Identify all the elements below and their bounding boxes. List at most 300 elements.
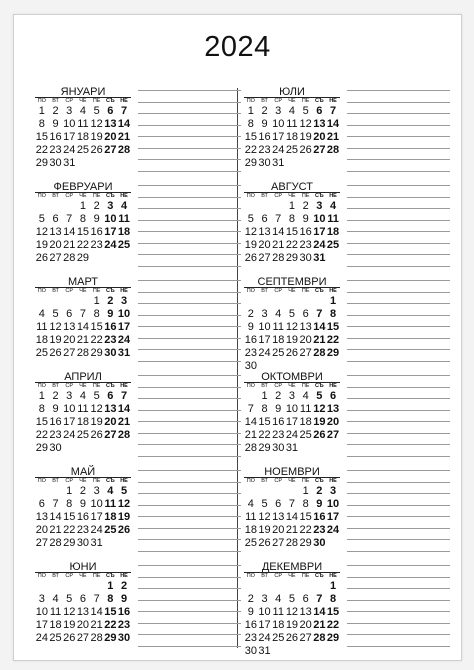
day-cell: 4 (107, 485, 114, 497)
day-cell: 22 (299, 524, 312, 536)
weekday-label: ВТ (261, 383, 268, 389)
note-line (347, 159, 450, 160)
day-cell: 15 (326, 606, 340, 618)
day-cell: 12 (90, 118, 103, 130)
day-cell: 12 (63, 606, 76, 618)
day-cell: 17 (258, 334, 271, 346)
day-cell: 28 (76, 347, 90, 359)
day-cell: 13 (313, 118, 326, 130)
day-cell: 29 (258, 442, 271, 454)
day-cell: 27 (326, 429, 340, 441)
day-cell: 14 (244, 416, 257, 428)
day-cell: 31 (285, 442, 299, 454)
note-line (347, 113, 450, 114)
day-cell: 14 (326, 118, 340, 130)
day-cell: 16 (299, 226, 312, 238)
weekday-label: СЪ (106, 193, 115, 199)
day-cell: 7 (120, 390, 128, 402)
day-cell: 23 (49, 429, 62, 441)
day-cell: 7 (247, 403, 254, 415)
day-cell: 1 (38, 105, 45, 117)
weekday-label: ПО (37, 193, 46, 199)
weekday-label: ВТ (261, 193, 268, 199)
day-cell: 10 (285, 403, 299, 415)
day-cell: 6 (66, 308, 73, 320)
day-cell: 28 (63, 252, 76, 264)
month-title: АПРИЛ (64, 371, 102, 383)
note-line (138, 577, 241, 578)
day-cell: 23 (49, 144, 62, 156)
day-cell: 29 (244, 157, 257, 169)
weekday-label: ПО (37, 383, 46, 389)
weekday-label: НЕ (329, 478, 337, 484)
day-cell: 19 (117, 511, 131, 523)
day-cell: 7 (52, 498, 59, 510)
day-cell: 9 (302, 213, 309, 225)
day-cell: 25 (49, 632, 62, 644)
note-line (347, 148, 450, 149)
day-cell: 12 (244, 226, 257, 238)
note-line (138, 470, 241, 471)
day-cell: 19 (285, 334, 299, 346)
day-cell: 24 (63, 144, 76, 156)
weekday-label: НЕ (120, 193, 128, 199)
day-cell: 20 (299, 334, 312, 346)
day-cell: 16 (244, 619, 257, 631)
weekday-label: СЪ (315, 288, 324, 294)
note-line (347, 398, 450, 399)
day-cell: 11 (118, 213, 130, 225)
weekday-label: СР (274, 573, 283, 579)
note-line (138, 280, 241, 281)
weekday-header (35, 287, 131, 295)
weekday-label: СР (65, 193, 74, 199)
day-cell: 16 (117, 606, 131, 618)
day-cell: 9 (52, 118, 59, 130)
day-cell: 21 (326, 131, 340, 143)
day-cell: 21 (313, 334, 326, 346)
day-cell: 9 (261, 118, 268, 130)
note-line (347, 646, 450, 647)
day-cell: 15 (285, 226, 299, 238)
day-cell: 23 (313, 524, 326, 536)
day-cell: 6 (302, 593, 309, 605)
weekday-label: ВТ (261, 478, 268, 484)
day-cell: 23 (258, 144, 271, 156)
day-cell: 14 (90, 606, 103, 618)
note-line (138, 375, 241, 376)
day-cell: 11 (299, 403, 312, 415)
day-cell: 4 (302, 390, 309, 402)
note-line (347, 623, 450, 624)
note-line (138, 197, 241, 198)
weekday-label: СЪ (106, 478, 115, 484)
day-cell: 30 (299, 252, 312, 264)
day-cell: 3 (329, 485, 337, 497)
day-cell: 2 (120, 580, 128, 592)
weekday-label: ВТ (52, 288, 59, 294)
day-cell: 3 (66, 105, 73, 117)
weekday-label: ПЕ (92, 478, 101, 484)
note-line (347, 539, 450, 540)
day-cell: 15 (63, 511, 76, 523)
day-cell: 5 (302, 105, 309, 117)
day-cell: 21 (117, 416, 131, 428)
day-cell: 11 (272, 321, 284, 333)
weekday-label: ПО (246, 288, 255, 294)
note-line (347, 456, 450, 457)
day-cell: 30 (49, 157, 62, 169)
note-line (138, 611, 241, 612)
month-title: ОКТОМВРИ (261, 371, 323, 383)
day-cell: 20 (63, 334, 76, 346)
note-line (347, 185, 450, 186)
note-line (347, 493, 450, 494)
weekday-label: ВТ (52, 573, 59, 579)
day-cell: 8 (261, 403, 268, 415)
day-cell: 31 (90, 537, 103, 549)
month-block (244, 563, 454, 658)
note-line (138, 254, 241, 255)
note-line (138, 528, 241, 529)
note-line (347, 516, 450, 517)
day-cell: 28 (326, 144, 340, 156)
day-cell: 1 (107, 580, 114, 592)
weekday-label: ПЕ (92, 383, 101, 389)
day-cell: 23 (90, 239, 103, 251)
month-title: ЮЛИ (279, 86, 305, 98)
weekday-header (244, 572, 340, 580)
day-cell: 19 (299, 131, 312, 143)
day-cell: 19 (313, 416, 326, 428)
note-line (138, 493, 241, 494)
weekday-label: СЪ (315, 98, 324, 104)
day-cell: 4 (288, 105, 295, 117)
day-cell: 24 (285, 429, 299, 441)
day-cell: 7 (275, 213, 282, 225)
day-cell: 18 (272, 334, 285, 346)
note-line (138, 433, 241, 434)
month-title: ДЕКЕМВРИ (261, 561, 323, 573)
day-cell: 30 (313, 537, 326, 549)
day-cell: 13 (104, 403, 117, 415)
weekday-label: НЕ (120, 573, 128, 579)
day-cell: 26 (90, 429, 103, 441)
note-line (138, 136, 241, 137)
day-cell: 17 (117, 321, 131, 333)
day-cell: 2 (107, 295, 114, 307)
day-cell: 22 (76, 239, 90, 251)
day-cell: 22 (244, 144, 257, 156)
day-cell: 10 (258, 321, 271, 333)
month-title: НОЕМВРИ (264, 466, 320, 478)
day-cell: 25 (285, 144, 299, 156)
day-cell: 24 (326, 524, 340, 536)
day-cell: 12 (49, 321, 62, 333)
day-cell: 9 (247, 606, 254, 618)
day-cell: 4 (52, 593, 59, 605)
note-line (138, 516, 241, 517)
day-cell: 13 (104, 118, 117, 130)
day-cell: 1 (93, 295, 100, 307)
day-cell: 18 (76, 131, 90, 143)
day-cell: 22 (104, 619, 117, 631)
weekday-label: ПЕ (301, 478, 310, 484)
note-line (347, 171, 450, 172)
note-line (138, 600, 241, 601)
day-cell: 18 (244, 524, 257, 536)
note-line (347, 266, 450, 267)
day-cell: 5 (120, 485, 128, 497)
day-cell: 5 (93, 390, 100, 402)
day-cell: 14 (117, 118, 131, 130)
weekday-label: ВТ (52, 193, 59, 199)
day-cell: 18 (35, 334, 48, 346)
note-line (138, 588, 241, 589)
note-line (347, 197, 450, 198)
note-line (138, 315, 241, 316)
day-cell: 25 (272, 632, 285, 644)
day-cell: 26 (117, 524, 131, 536)
weekday-label: ЧЕ (288, 193, 296, 199)
note-line (138, 220, 241, 221)
day-cell: 29 (35, 442, 48, 454)
day-cell: 14 (117, 403, 131, 415)
note-line (347, 375, 450, 376)
weekday-label: ПО (246, 478, 255, 484)
day-cell: 27 (299, 347, 312, 359)
day-cell: 16 (244, 334, 257, 346)
weekday-label: СЪ (106, 98, 115, 104)
weekday-label: ПЕ (92, 288, 101, 294)
note-line (347, 208, 450, 209)
day-cell: 22 (326, 619, 340, 631)
weekday-label: ПО (246, 383, 255, 389)
day-cell: 3 (66, 390, 73, 402)
day-cell: 30 (49, 442, 62, 454)
day-cell: 7 (120, 105, 128, 117)
note-line (138, 231, 241, 232)
month-title: СЕПТЕМВРИ (257, 276, 327, 288)
day-cell: 9 (316, 498, 323, 510)
day-cell: 13 (272, 511, 285, 523)
day-cell: 20 (76, 619, 90, 631)
day-cell: 11 (36, 321, 48, 333)
day-cell: 14 (272, 226, 285, 238)
note-line (347, 482, 450, 483)
weekday-label: ЧЕ (288, 383, 296, 389)
day-cell: 11 (327, 213, 339, 225)
day-cell: 24 (258, 632, 271, 644)
year-title: 2024 (204, 31, 271, 63)
weekday-label: ПЕ (92, 573, 101, 579)
day-cell: 21 (244, 429, 257, 441)
day-cell: 12 (285, 321, 299, 333)
day-cell: 8 (329, 593, 337, 605)
weekday-label: НЕ (120, 478, 128, 484)
weekday-label: СЪ (315, 193, 324, 199)
note-line (347, 303, 450, 304)
day-cell: 3 (261, 308, 268, 320)
day-cell: 10 (90, 498, 103, 510)
day-cell: 28 (117, 144, 131, 156)
weekday-header (35, 572, 131, 580)
note-line (347, 292, 450, 293)
month-block (244, 468, 454, 563)
day-cell: 12 (299, 118, 312, 130)
day-cell: 22 (258, 429, 271, 441)
day-cell: 13 (63, 321, 76, 333)
weekday-header (35, 192, 131, 200)
day-cell: 20 (313, 131, 326, 143)
day-cell: 26 (35, 252, 48, 264)
weekday-label: НЕ (329, 288, 337, 294)
note-line (347, 634, 450, 635)
note-line (347, 315, 450, 316)
note-line (347, 326, 450, 327)
day-cell: 10 (258, 606, 271, 618)
day-cell: 2 (247, 308, 254, 320)
day-cell: 15 (258, 416, 271, 428)
day-cell: 4 (247, 498, 254, 510)
note-line (347, 361, 450, 362)
note-line (138, 159, 241, 160)
day-cell: 28 (90, 632, 103, 644)
day-cell: 1 (247, 105, 254, 117)
day-cell: 29 (76, 252, 90, 264)
day-cell: 23 (76, 524, 90, 536)
weekday-header (244, 192, 340, 200)
day-cell: 7 (316, 593, 323, 605)
day-cell: 3 (275, 105, 282, 117)
day-cell: 23 (299, 239, 312, 251)
month-block (35, 278, 245, 373)
day-cell: 24 (258, 347, 271, 359)
note-line (138, 646, 241, 647)
weekday-label: ЧЕ (79, 478, 87, 484)
day-cell: 3 (38, 593, 45, 605)
day-cell: 6 (107, 105, 114, 117)
note-line (138, 539, 241, 540)
day-cell: 28 (285, 537, 299, 549)
weekday-label: ВТ (261, 98, 268, 104)
day-cell: 23 (272, 429, 285, 441)
note-line (347, 551, 450, 552)
day-cell: 21 (285, 524, 299, 536)
day-cell: 30 (117, 632, 131, 644)
day-cell: 18 (117, 226, 131, 238)
day-cell: 19 (49, 334, 62, 346)
day-cell: 17 (326, 511, 340, 523)
note-line (347, 338, 450, 339)
day-cell: 15 (326, 321, 340, 333)
day-cell: 25 (244, 537, 257, 549)
weekday-label: ЧЕ (79, 98, 87, 104)
day-cell: 28 (117, 429, 131, 441)
month-block (244, 183, 454, 278)
day-cell: 30 (258, 157, 271, 169)
month-title: АВГУСТ (271, 181, 313, 193)
day-cell: 27 (76, 632, 90, 644)
day-cell: 13 (326, 403, 340, 415)
day-cell: 4 (329, 200, 337, 212)
day-cell: 29 (326, 632, 340, 644)
weekday-label: ЧЕ (288, 98, 296, 104)
note-line (138, 565, 241, 566)
day-cell: 4 (38, 308, 45, 320)
day-cell: 6 (107, 390, 114, 402)
weekday-label: СР (65, 478, 74, 484)
day-cell: 24 (117, 334, 131, 346)
day-cell: 19 (285, 619, 299, 631)
month-block (35, 563, 245, 658)
day-cell: 4 (79, 105, 86, 117)
day-cell: 11 (272, 606, 284, 618)
day-cell: 10 (63, 118, 76, 130)
weekday-label: СР (274, 98, 283, 104)
day-cell: 28 (313, 347, 326, 359)
month-title: МАРТ (67, 276, 99, 288)
day-cell: 27 (35, 537, 48, 549)
day-cell: 21 (76, 334, 90, 346)
day-cell: 26 (313, 429, 326, 441)
day-cell: 18 (272, 619, 285, 631)
day-cell: 18 (76, 416, 90, 428)
day-cell: 8 (79, 213, 86, 225)
day-cell: 13 (299, 606, 312, 618)
weekday-label: СР (65, 383, 74, 389)
day-cell: 11 (49, 606, 62, 618)
weekday-label: СЪ (106, 383, 115, 389)
day-cell: 24 (104, 239, 117, 251)
months-column-right (244, 88, 454, 658)
day-cell: 16 (49, 131, 62, 143)
day-cell: 10 (313, 213, 326, 225)
note-line (347, 387, 450, 388)
day-cell: 17 (104, 226, 117, 238)
day-cell: 6 (52, 213, 59, 225)
day-cell: 28 (313, 632, 326, 644)
day-cell: 27 (272, 537, 285, 549)
weekday-header (244, 97, 340, 105)
weekday-label: ПЕ (92, 193, 101, 199)
day-cell: 13 (76, 606, 90, 618)
day-cell: 15 (76, 226, 90, 238)
day-cell: 26 (90, 144, 103, 156)
day-cell: 6 (275, 498, 282, 510)
day-cell: 2 (275, 390, 282, 402)
weekday-label: СЪ (106, 573, 115, 579)
day-cell: 31 (258, 645, 271, 657)
day-cell: 30 (104, 347, 117, 359)
day-cell: 25 (272, 347, 285, 359)
note-line (347, 588, 450, 589)
weekday-label: НЕ (120, 98, 128, 104)
day-cell: 20 (104, 131, 117, 143)
note-line (347, 577, 450, 578)
day-cell: 21 (49, 524, 62, 536)
day-cell: 21 (272, 239, 285, 251)
weekday-label: ЧЕ (288, 478, 296, 484)
weekday-label: ПО (37, 573, 46, 579)
weekday-label: СР (65, 288, 74, 294)
day-cell: 22 (63, 524, 76, 536)
weekday-label: ВТ (261, 288, 268, 294)
note-line (138, 113, 241, 114)
note-line (138, 171, 241, 172)
day-cell: 21 (117, 131, 131, 143)
note-line (138, 243, 241, 244)
